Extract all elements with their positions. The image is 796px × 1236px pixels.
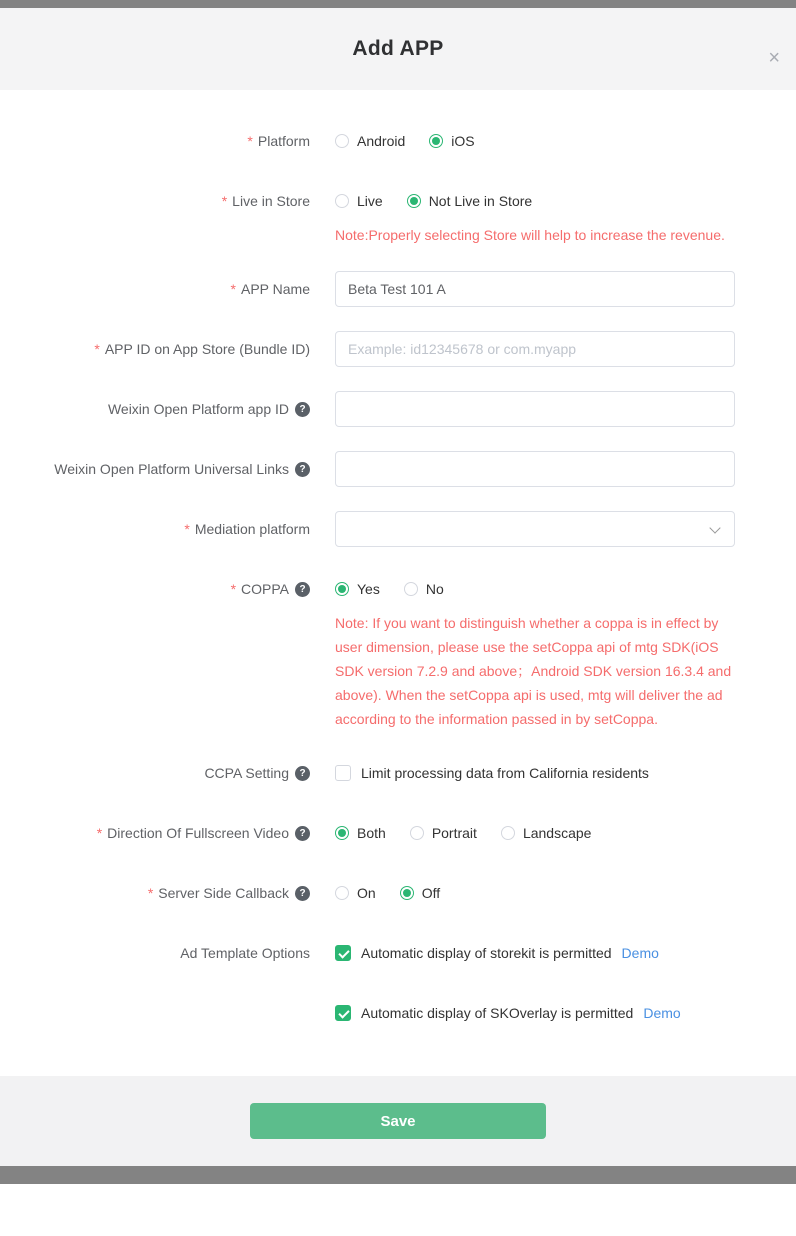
radio-portrait[interactable] (410, 825, 477, 841)
coppa-label-wrap (0, 571, 310, 607)
ad-template-label: Ad Template Options (180, 945, 310, 961)
weixin-universal-links-label-wrap (0, 451, 310, 487)
weixin-universal-links-label: Weixin Open Platform Universal Links (54, 461, 289, 477)
modal-body (0, 90, 796, 1076)
server-callback-label: * Server Side Callback (158, 885, 289, 901)
radio-not-live-in-store[interactable] (407, 193, 533, 209)
ccpa-label-wrap (0, 755, 310, 791)
ccpa-checkbox-label: Limit processing data from California residents (361, 765, 649, 781)
ccpa-label: CCPA Setting (204, 765, 289, 781)
form-row-mediation-platform (0, 511, 796, 547)
form-row-platform (0, 123, 796, 159)
form-row-direction (0, 815, 796, 851)
radio-ios[interactable] (429, 133, 474, 149)
direction-radio-group (335, 815, 735, 851)
form-row-app-name (0, 271, 796, 307)
radio-icon (335, 134, 349, 148)
ad-template-skoverlay-row (335, 995, 735, 1031)
page-background-top (0, 0, 796, 8)
radio-label: Yes (357, 581, 380, 597)
radio-icon (407, 194, 421, 208)
ad-template-storekit-row (335, 935, 735, 971)
radio-icon (335, 194, 349, 208)
form-row-weixin-universal-links (0, 451, 796, 487)
direction-label-wrap (0, 815, 310, 851)
radio-label: Not Live in Store (428, 193, 533, 209)
radio-off[interactable] (400, 885, 440, 901)
radio-label: iOS (451, 133, 475, 149)
live-in-store-note: Note:Properly selecting Store will help to increase the revenue. (335, 227, 725, 243)
app-id-label: * APP ID on App Store (Bundle ID) (0, 331, 310, 367)
server-callback-radio-group (335, 875, 735, 911)
form-row-coppa (0, 571, 796, 731)
radio-icon (400, 886, 414, 900)
ad-template-skoverlay-label: Automatic display of SKOverlay is permitted (361, 1005, 634, 1021)
radio-coppa-yes[interactable] (335, 581, 380, 597)
radio-label: Both (357, 825, 386, 841)
add-app-modal (0, 8, 796, 1166)
checkbox-icon[interactable] (335, 945, 351, 961)
weixin-app-id-label: Weixin Open Platform app ID (107, 401, 289, 417)
radio-icon (335, 582, 349, 596)
page-background-bottom (0, 1166, 796, 1184)
ccpa-checkbox-row[interactable] (335, 755, 735, 791)
radio-label: No (425, 581, 444, 597)
modal-header (0, 8, 796, 90)
coppa-note: Note: If you want to distinguish whether a coppa is in effect by user dimension, please use the setCoppa api of mtg SDK(iOS SDK version 7.2.9 and above；Android SDK version 16.3.4 and above). When the setCoppa api is used, mtg will deliver the ad according to the information passed in by setCoppa. (335, 615, 732, 727)
modal-footer (0, 1076, 796, 1166)
direction-label: * Direction Of Fullscreen Video (107, 825, 289, 841)
help-icon[interactable]: ? (295, 766, 310, 781)
modal-title: Add APP (352, 37, 444, 60)
live-in-store-radio-group (335, 183, 735, 219)
ad-template-storekit-label: Automatic display of storekit is permitted (361, 945, 612, 961)
app-id-input[interactable] (335, 331, 735, 367)
coppa-label: * COPPA (241, 581, 289, 597)
help-icon[interactable]: ? (295, 826, 310, 841)
app-name-label: * APP Name (0, 271, 310, 307)
radio-icon (410, 826, 424, 840)
radio-live[interactable] (335, 193, 383, 209)
radio-label: Live (357, 193, 383, 209)
radio-both[interactable] (335, 825, 386, 841)
checkbox-icon[interactable] (335, 765, 351, 781)
mediation-platform-label: * Mediation platform (0, 511, 310, 547)
form-row-weixin-app-id (0, 391, 796, 427)
radio-label: Off (421, 885, 441, 901)
checkbox-icon[interactable] (335, 1005, 351, 1021)
radio-label: On (357, 885, 376, 901)
help-icon[interactable]: ? (295, 462, 310, 477)
storekit-demo-link[interactable]: Demo (621, 945, 659, 961)
radio-on[interactable] (335, 885, 376, 901)
help-icon[interactable]: ? (295, 402, 310, 417)
radio-label: Landscape (522, 825, 592, 841)
form-row-server-callback (0, 875, 796, 911)
close-icon[interactable]: × (768, 47, 780, 69)
chevron-down-icon (709, 522, 720, 533)
form-row-app-id (0, 331, 796, 367)
radio-coppa-no[interactable] (404, 581, 444, 597)
radio-icon (429, 134, 443, 148)
radio-icon (501, 826, 515, 840)
platform-radio-group (335, 123, 735, 159)
coppa-radio-group (335, 571, 735, 607)
radio-landscape[interactable] (501, 825, 592, 841)
radio-icon (335, 826, 349, 840)
weixin-universal-links-input[interactable] (335, 451, 735, 487)
radio-label: Android (357, 133, 406, 149)
skoverlay-demo-link[interactable]: Demo (643, 1005, 681, 1021)
form-row-live-in-store (0, 183, 796, 247)
radio-icon (404, 582, 418, 596)
weixin-app-id-label-wrap (0, 391, 310, 427)
weixin-app-id-input[interactable] (335, 391, 735, 427)
radio-icon (335, 886, 349, 900)
app-name-input[interactable] (335, 271, 735, 307)
save-button[interactable]: Save (250, 1103, 546, 1139)
live-in-store-label: * Live in Store (0, 183, 310, 219)
help-icon[interactable]: ? (295, 886, 310, 901)
server-callback-label-wrap (0, 875, 310, 911)
form-row-ccpa (0, 755, 796, 791)
help-icon[interactable]: ? (295, 582, 310, 597)
radio-android[interactable] (335, 133, 405, 149)
radio-label: Portrait (431, 825, 477, 841)
mediation-platform-select[interactable] (335, 511, 735, 547)
platform-label: * Platform (0, 123, 310, 159)
form-row-ad-template (0, 935, 796, 1031)
